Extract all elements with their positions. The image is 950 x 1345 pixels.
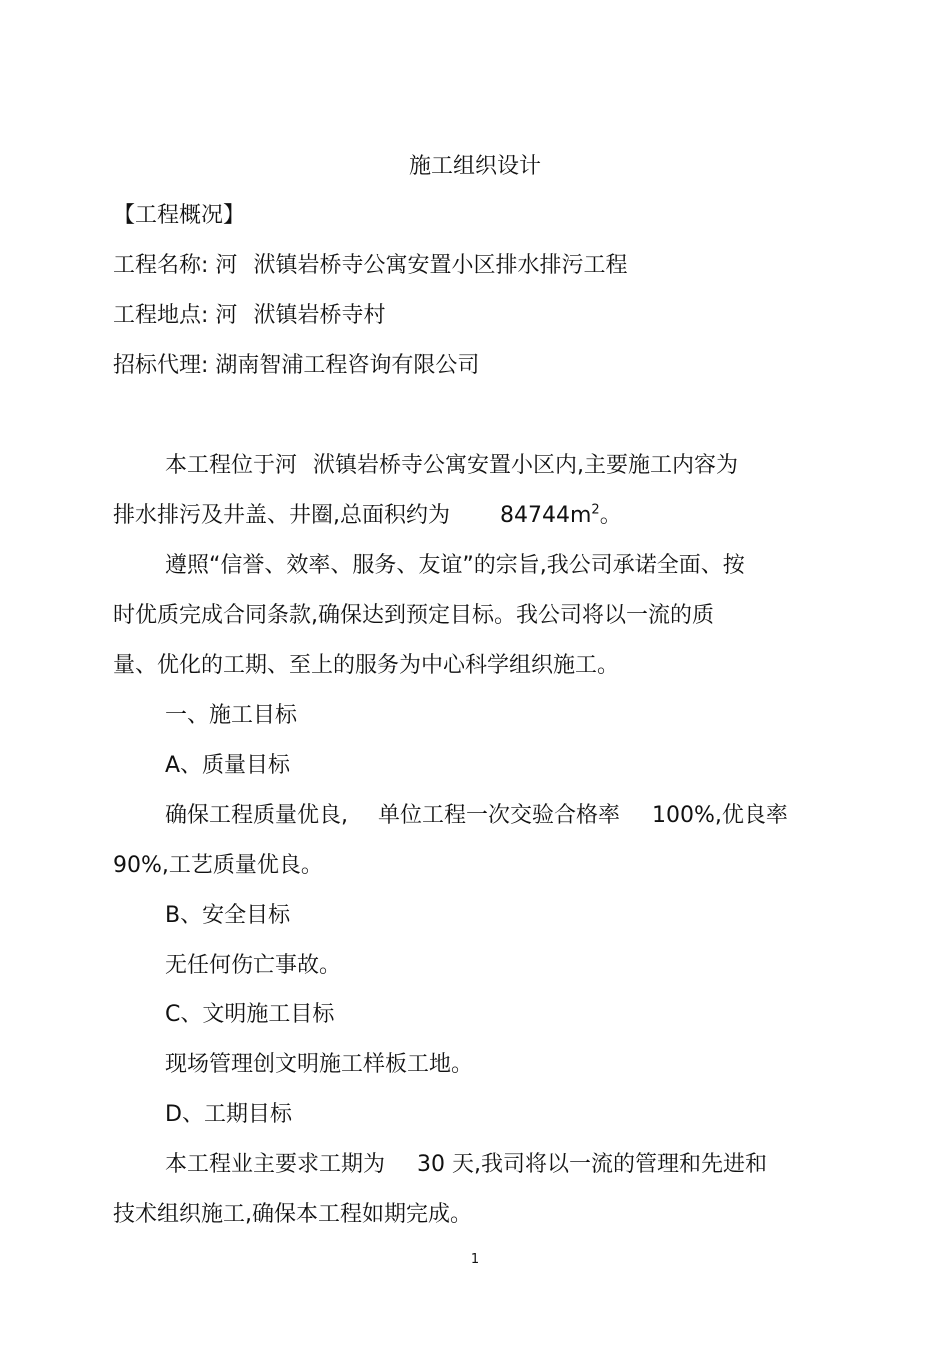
quality-line-2: 90%,工艺质量优良。 [113,853,323,878]
page-number: 1 [470,1252,480,1267]
quality-heading: A、质量目标 [165,753,291,778]
intro-line-1-part1: 本工程位于河 [165,453,298,478]
safety-text: 无任何伤亡事故。 [165,953,342,978]
quality-line-1-part2: 单位工程一次交验合格率 [378,803,621,828]
safety-heading: B、安全目标 [165,903,291,928]
tender-agent-row [113,351,479,381]
project-name-row [113,251,627,281]
civil-text: 现场管理创文明施工样板工地。 [165,1052,474,1077]
intro-line-1-part2: 洑镇岩桥寺公寓安置小区内,主要施工内容为 [313,453,739,478]
document-title: 施工组织设计 [408,154,541,179]
quality-line-1-part1: 确保工程质量优良, [165,803,348,828]
tender-agent-label: 招标代理: [113,353,209,378]
intro-line-2-part1: 排水排污及井盖、井圈,总面积约为 [113,503,450,528]
project-name-label: 工程名称: [113,253,209,278]
schedule-line-1-part1: 本工程业主要求工期为 [165,1152,386,1177]
intro-line-2 [113,501,622,531]
quality-line-1 [165,801,788,831]
area-unit-superscript: 2 [591,502,600,518]
tender-agent-value: 湖南智浦工程咨询有限公司 [215,353,480,378]
commitment-line-1: 遵照“信誉、效率、服务、友谊”的宗旨,我公司承诺全面、按 [165,553,745,578]
project-location-value-part2: 洑镇岩桥寺村 [253,303,386,328]
quality-line-1-part3: 100%,优良率 [652,803,788,828]
section-heading: 【工程概况】 [113,203,246,228]
project-location-row [113,301,385,331]
project-name-value-part2: 洑镇岩桥寺公寓安置小区排水排污工程 [253,253,628,278]
commitment-line-2: 时优质完成合同条款,确保达到预定目标。我公司将以一流的质 [113,603,714,628]
project-name-value-part1: 河 [215,253,238,278]
total-area-value: 84744m [500,503,592,528]
civil-heading: C、文明施工目标 [165,1002,335,1027]
project-location-label: 工程地点: [113,303,209,328]
schedule-line-1-part2: 30 天,我司将以一流的管理和先进和 [417,1152,767,1177]
schedule-line-1 [165,1150,767,1180]
goals-heading: 一、施工目标 [165,703,298,728]
schedule-heading: D、工期目标 [165,1102,292,1127]
intro-line-2-end: 。 [599,503,622,528]
commitment-line-3: 量、优化的工期、至上的服务为中心科学组织施工。 [113,653,620,678]
project-location-value-part1: 河 [215,303,238,328]
schedule-line-2: 技术组织施工,确保本工程如期完成。 [113,1202,472,1227]
intro-line-1 [165,451,738,481]
